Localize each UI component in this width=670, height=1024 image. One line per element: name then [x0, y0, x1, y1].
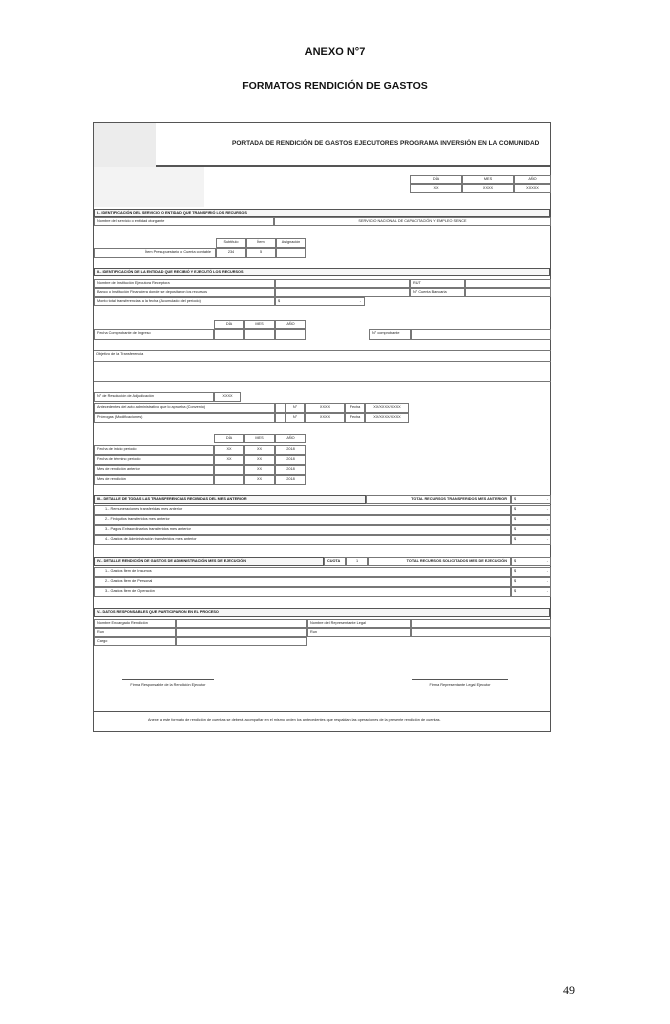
- budget-item-label: Ítem Presupuestario o Cuenta contable: [94, 248, 216, 258]
- logo-shadow: [94, 167, 204, 207]
- receipt-day: [214, 329, 244, 340]
- section-2-header: II.- IDENTIFICACIÓN DE LA ENTIDAD QUE RECIBIÓ Y EJECUTÓ LOS RECURSOS: [94, 268, 550, 276]
- transfer-row: 2.- Finiquitos transferidos mes anterior: [94, 515, 511, 525]
- asignacion-value: [276, 248, 306, 258]
- logo-placeholder: [94, 123, 156, 167]
- total-transferred-label: TOTAL RECURSOS TRANSFERIDOS MES ANTERIOR: [366, 495, 511, 504]
- period-row-day: XX: [214, 455, 244, 465]
- rut-value: [465, 279, 551, 288]
- currency-symbol: $: [514, 517, 517, 521]
- period-row-day: [214, 475, 244, 485]
- run-value-2: [411, 628, 551, 637]
- agreement-date-value: XX/XXXX/XXXX: [365, 403, 409, 413]
- period-day-header: DÍA: [214, 434, 244, 443]
- position-value: [176, 637, 307, 646]
- currency-symbol: $: [514, 507, 517, 511]
- total-requested-label: TOTAL RECURSOS SOLICITADOS MES DE EJECUCIÓN: [368, 557, 511, 566]
- period-row-year: 2018: [275, 475, 306, 485]
- period-row-day: XX: [214, 445, 244, 455]
- amount-dash: -: [546, 497, 548, 501]
- asignacion-header: Asignación: [276, 238, 306, 248]
- period-row-label: Fecha de inicio período: [94, 445, 214, 455]
- run-value-1: [176, 628, 307, 637]
- date-month-value: XXXX: [462, 184, 514, 193]
- currency-symbol: $: [514, 527, 517, 531]
- rut-label: RUT: [410, 279, 465, 288]
- annex-title: ANEXO N°7: [304, 46, 366, 58]
- form-title-bar: [156, 123, 550, 167]
- section-title: FORMATOS RENDICIÓN DE GASTOS: [242, 80, 428, 92]
- account-number-label: N° Cuenta Bancaria: [410, 288, 465, 297]
- subtitulo-value: 234: [216, 248, 246, 258]
- bank-value: [275, 288, 410, 297]
- signature-label-1: Firma Responsable de la Rendición Ejecutor: [130, 683, 206, 687]
- transfer-row-value: [511, 525, 551, 535]
- section-4-header: IV.- DETALLE RENDICIÓN DE GASTOS DE ADMINISTRACIÓN MES DE EJECUCIÓN: [94, 557, 324, 566]
- expense-report-form: [93, 122, 551, 732]
- extensions-n-value: XXXX: [305, 413, 345, 423]
- transfer-row: 1.- Remuneraciones transferidas mes anterior: [94, 505, 511, 515]
- date-year-header: AÑO: [514, 175, 551, 184]
- period-month-header: MES: [244, 434, 275, 443]
- date-day-value: XX: [410, 184, 462, 193]
- amount-dash: -: [546, 537, 548, 541]
- transfer-row-value: [511, 535, 551, 545]
- currency-symbol: $: [278, 299, 281, 303]
- legal-rep-label: Nombre del Representante Legal: [307, 619, 411, 628]
- amount-dash: -: [546, 569, 548, 573]
- cuota-label: CUOTA: [324, 557, 346, 566]
- resolution-label: N° de Resolución de Adjudicación: [94, 392, 214, 402]
- expense-row: 1.- Gastos Ítem de Insumos: [94, 567, 511, 577]
- agreement-n-label: N°: [285, 403, 305, 413]
- currency-symbol: $: [514, 569, 517, 573]
- comp-year-header: AÑO: [275, 320, 306, 329]
- period-row-month: XX: [244, 475, 275, 485]
- agreement-label: Antecedentes del acto administrativo que lo aprueba (Convenio): [94, 403, 275, 413]
- date-month-header: MES: [462, 175, 514, 184]
- extensions-date-label: Fecha: [345, 413, 365, 423]
- legal-rep-value: [411, 619, 551, 628]
- period-year-header: AÑO: [275, 434, 306, 443]
- currency-symbol: $: [514, 537, 517, 541]
- run-label-2: Run: [307, 628, 411, 637]
- section-1-header: I.- IDENTIFICACIÓN DEL SERVICIO O ENTIDAD QUE TRANSFIRIÓ LOS RECURSOS: [94, 209, 550, 217]
- total-transfers-value: [275, 297, 365, 306]
- amount-dash: -: [546, 589, 548, 593]
- date-day-header: DÍA: [410, 175, 462, 184]
- receipt-number-value: [411, 329, 551, 340]
- amount-dash: -: [546, 559, 548, 563]
- section-5-header: V.- DATOS RESPONSABLES QUE PARTICIPARON EN EL PROCESO: [94, 608, 550, 617]
- comp-day-header: DÍA: [214, 320, 244, 329]
- transfer-row: 4.- Gastos de Administración transferidos mes anterior: [94, 535, 511, 545]
- expense-row-value: [511, 577, 551, 587]
- currency-symbol: $: [514, 579, 517, 583]
- total-transferred-value: [511, 495, 551, 504]
- signature-label-2: Firma Representante Legal Ejecutor: [429, 683, 491, 687]
- currency-symbol: $: [514, 589, 517, 593]
- extensions-n-label: N°: [285, 413, 305, 423]
- amount-dash: -: [546, 527, 548, 531]
- total-transfers-label: Monto total transferencias a la fecha (Acumulado del período): [94, 297, 275, 306]
- footer-note: Anexe a este formato de rendición de cuentas se deberá acompañar en el mismo orden los antecedentes que respaldan las operaciones de la presente rendición de cuentas.: [148, 718, 441, 722]
- extensions-spacer: [275, 413, 285, 423]
- extensions-label: Prórrogas (Modificaciones): [94, 413, 275, 423]
- amount-dash: -: [546, 517, 548, 521]
- receipt-number-label: N° comprobante: [369, 329, 411, 340]
- period-row-month: XX: [244, 445, 275, 455]
- date-year-value: XXXXX: [514, 184, 551, 193]
- receipt-month: [244, 329, 275, 340]
- transfer-row-value: [511, 515, 551, 525]
- form-title: PORTADA DE RENDICIÓN DE GASTOS EJECUTORES PROGRAMA INVERSIÓN EN LA COMUNIDAD: [232, 140, 540, 147]
- period-row-year: 2018: [275, 445, 306, 455]
- subtitulo-header: Subtítulo: [216, 238, 246, 248]
- grantor-name-label: Nombre del servicio o entidad otorgante: [94, 217, 274, 226]
- period-row-month: XX: [244, 465, 275, 475]
- agreement-spacer: [275, 403, 285, 413]
- run-label-1: Run: [94, 628, 176, 637]
- expense-row: 3.- Gastos Ítem de Operación: [94, 587, 511, 597]
- footer-rule: [94, 711, 551, 712]
- currency-symbol: $: [514, 559, 517, 563]
- grantor-name-value: SERVICIO NACIONAL DE CAPACITACIÓN Y EMPLEO SENCE: [274, 217, 551, 226]
- manager-name-value: [176, 619, 307, 628]
- period-row-label: Fecha de término período: [94, 455, 214, 465]
- position-label: Cargo: [94, 637, 176, 646]
- period-row-year: 2018: [275, 465, 306, 475]
- period-row-year: 2018: [275, 455, 306, 465]
- period-row-day: [214, 465, 244, 475]
- objective-rule: [94, 381, 551, 382]
- cuota-value: 1: [346, 557, 368, 566]
- comp-month-header: MES: [244, 320, 275, 329]
- manager-name-label: Nombre Encargado Rendición: [94, 619, 176, 628]
- amount-dash: -: [546, 507, 548, 511]
- amount-dash: -: [546, 579, 548, 583]
- total-requested-value: [511, 557, 551, 566]
- period-row-label: Mes de rendición anterior: [94, 465, 214, 475]
- agreement-date-label: Fecha: [345, 403, 365, 413]
- page-number: 49: [563, 983, 575, 997]
- signature-line-1: [122, 679, 214, 680]
- expense-row-value: [511, 587, 551, 597]
- item-value: 5: [246, 248, 276, 258]
- resolution-value: XXXX: [214, 392, 241, 402]
- account-number-value: [465, 288, 551, 297]
- agreement-n-value: XXXX: [305, 403, 345, 413]
- period-row-label: Mes de rendición: [94, 475, 214, 485]
- institution-name-label: Nombre de Institución Ejecutora Receptora: [94, 279, 275, 288]
- currency-symbol: $: [514, 497, 517, 501]
- amount-dash: -: [359, 299, 361, 303]
- expense-row: 2.- Gastos Ítem de Personal: [94, 577, 511, 587]
- item-header: Ítem: [246, 238, 276, 248]
- bank-label: Banco o Institución Financiera donde se depositaron los recursos: [94, 288, 275, 297]
- transfer-row: 3.- Pagos Extraordinarios transferidos mes anterior: [94, 525, 511, 535]
- objective-label: Objetivo de la Transferencia: [94, 350, 551, 362]
- institution-name-value: [275, 279, 410, 288]
- extensions-date-value: XX/XXXX/XXXX: [365, 413, 409, 423]
- signature-line-2: [412, 679, 508, 680]
- period-row-month: XX: [244, 455, 275, 465]
- transfer-row-value: [511, 505, 551, 515]
- expense-row-value: [511, 567, 551, 577]
- section-3-header: III.- DETALLE DE TODAS LAS TRANSFERENCIAS RECIBIDAS DEL MES ANTERIOR: [94, 495, 366, 504]
- receipt-year: [275, 329, 306, 340]
- receipt-date-label: Fecha Comprobante de Ingreso: [94, 329, 214, 340]
